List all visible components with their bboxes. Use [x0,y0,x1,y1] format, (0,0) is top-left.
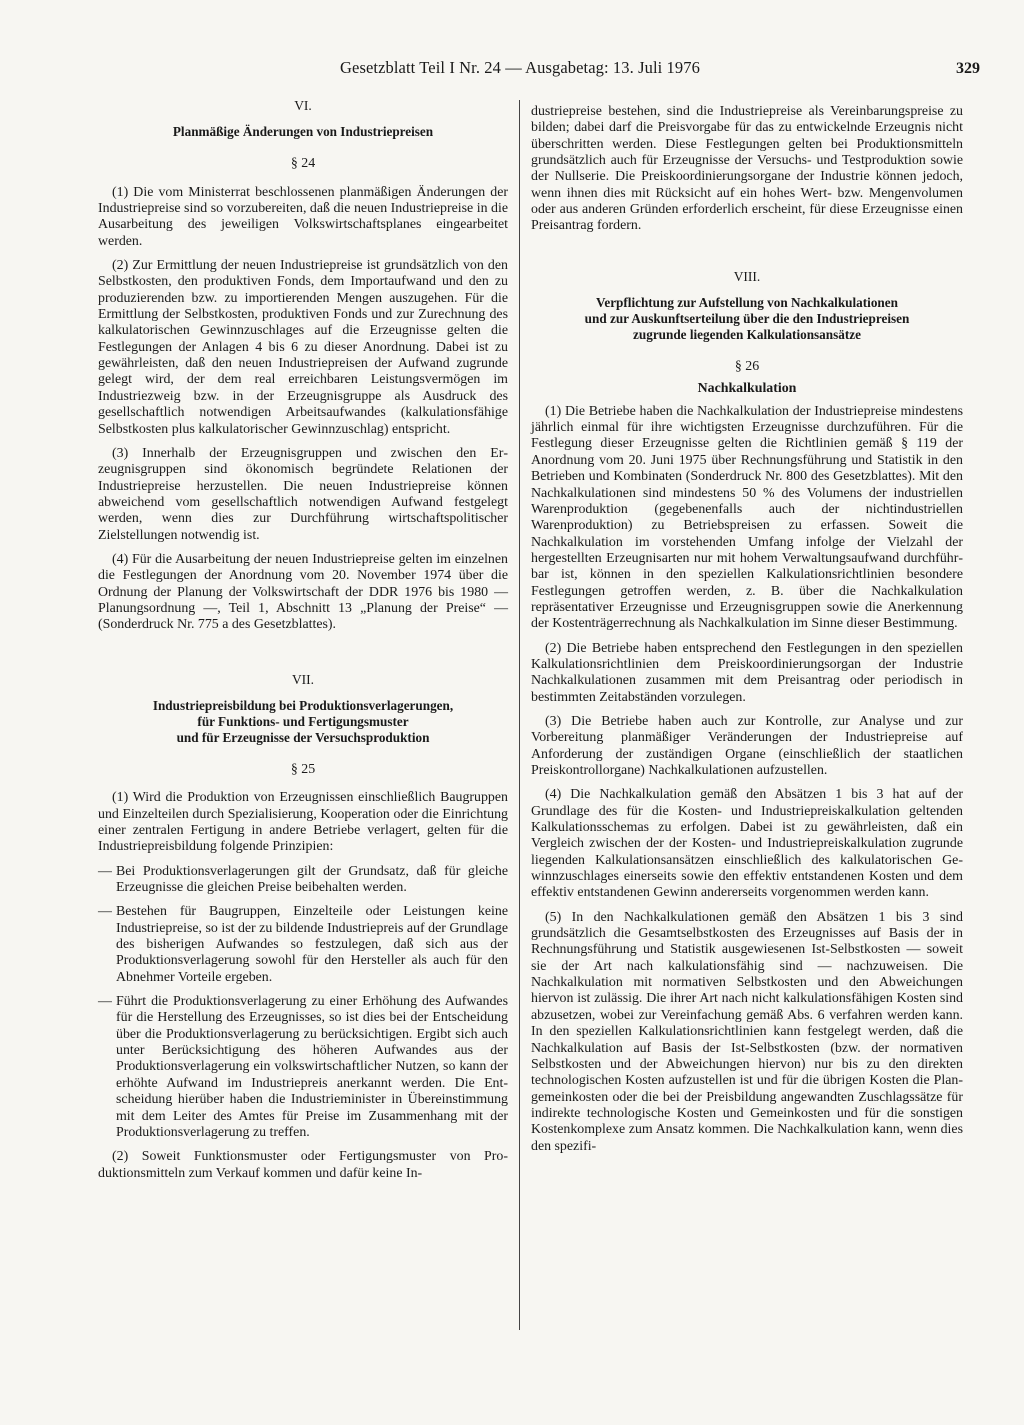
list-item: — Bestehen für Baugruppen, Einzelteile oder Leistungen keine Industriepreise, so ist der zu bildende Industriepreis auf der Grundlage des bisherigen Aufwandes so festzulegen, daß sich aus der Produktionsverlagerung sowohl für den Hersteller als auch für den Abnehmer Vorteile ergeben. [98,904,508,986]
section-title-viii-line-3: zugrunde liegenden Kalkulationsansätze [633,327,861,343]
paragraph-25-2-continued: dustriepreise bestehen, sind die Industriepreise als Vereinbarungspreise zu bilden; dabei darf die Preisvorgabe für das zu entwickelnde Erzeugnis nicht überschritten werden. Diese Festlegungen gelten bei Produktionsmitteln grundsätzlich auch für Erzeugnisse der Versuchs- und Testproduktion sowie der Nullserie. Die Preiskoordinierungsorgane der Industrie können jedoch, wenn ihnen dies mit Rücksicht auf ein hohes Wert- bzw. Mengenvolumen oder aus anderen Gründen erforderlich erscheint, für diese Erzeugnisse einen Preisantrag fordern. [531,104,963,234]
paragraph-26-3: (3) Die Betriebe haben auch zur Kontrolle, zur Analyse und zur Vorbereitung planmäßiger Veränderungen der Industriepreise auf Anforderung der zuständigen Organe (einschließlich der staatlichen Preiskontrollorgane) Nachkalkulationen aufzustellen. [531,713,963,778]
principles-list [98,864,508,1142]
section-title-vii [98,698,508,746]
paragraph-24-4: (4) Für die Ausarbeitung der neuen Industriepreise gelten im einzelnen die Festlegungen der Anordnung vom 20. November 1974 über die Ordnung der Planung der Volkswirtschaft der DDR 1976 bis 1980 — Planungsordnung —, Teil 1, Abschnitt 13 „Planung der Preise“ — (Sonderdruck Nr. 775 a des Gesetzblattes). [98,551,508,633]
section-title-vii-line-2: für Funktions- und Fertigungsmuster [197,713,409,729]
section-number-vii: VII. [291,671,315,687]
paragraph-24-3: (3) Innerhalb der Erzeugnisgruppen und zwischen den Erzeugnisgruppen sind ökonomisch begründete Relationen der Industriepreise herzustellen. Die neuen Industriepreise können abweichend vom gesellschaftlich notwendigen Aufwand festgelegt werden, wenn dies zur Durchführung wirtschaftspolitischer Zielstellungen notwendig ist. [98,445,508,543]
paragraph-25-1: (1) Wird die Produktion von Erzeugnissen einschließlich Baugruppen und Einzelteilen durch Spezialisierung, Kooperation oder die Einrichtung einer zentralen Fertigung in andere Betriebe verlagert, gelten für die Industriepreisbildung folgende Prinzipien: [98,790,508,855]
paragraph-number-25: § 25 [290,761,316,777]
left-column [98,98,508,1190]
section-number-viii: VIII. [733,268,761,284]
paragraph-26-1: (1) Die Betriebe haben die Nachkalkulation der Industriepreise mindestens jährlich einmal für ihre wichtigsten Erzeugnisse durchzuführen. Für die Festlegung dieser Erzeugnisse gelten die Richtlinien gemäß § 119 der Anordnung vom 20. Juni 1975 über Rechnungsführung und Statistik in den Betrieben und Kombinaten (Sonderdruck Nr. 800 des Gesetzblattes). Mit den Nachkalkulationen sind mindestens 50 % des Volumens der industriellen Warenproduktion (gegebenenfalls auch der nichtindustriellen Warenproduktion) zu Betriebspreisen zu erfassen. Soweit die Nachkalkulation im vorstehenden Umfang infolge der Vielzahl der hergestellten Erzeugnisarten nur mit hohem Verwaltungsaufwand durchführbar ist, können in den speziellen Kalkulationsrichtlinien besondere Festlegungen getroffen werden, z. B. über die Nachkalkulation repräsentativer Erzeugnisse und Erzeugnisgruppen sowie die Anerkennung der Kostenträgerrechnung als Nachkalkulation im Sinne dieser Bestimmung. [531,403,963,632]
page-header [60,58,980,84]
paragraph-24-1: (1) Die vom Ministerrat beschlossenen planmäßigen Änderungen der Industriepreise sind so vorzubereiten, daß die neuen Industriepreise in die Ausarbeitung des jeweiligen Volkswirtschaftsplanes eingearbeitet werden. [98,184,508,249]
paragraph-26-4: (4) Die Nachkalkulation gemäß den Absätzen 1 bis 3 hat auf der Grundlage des für die Kosten- und Industriepreiskalkulation geltenden Kalkulationsschemas zu erfolgen. Dabei ist zu gewährleisten, daß ein Vergleich zwischen der der Kosten- und Industriepreiskalkulation zugrunde liegenden Kalkulationsansätzen einschließlich des kalkulatorischen Gewinnzuschlages einerseits sowie den effektiv entstandenen Kosten und dem effektiv entstandenen Gewinn andererseits vorgenommen werden kann. [531,787,963,901]
section-title-viii-line-2: und zur Auskunftserteilung über die den Industriepreisen [584,311,910,327]
section-title-viii [531,295,963,343]
paragraph-26-2: (2) Die Betriebe haben entsprechend den Festlegungen in den speziellen Kalkulationsrichtlinien dem Preiskoordinierungsorgan der Industrie Nachkalkulationen zusammen mit dem Preisantrag oder periodisch in bestimmten Zeitabständen vorzulegen. [531,640,963,705]
paragraph-number-26: § 26 [734,359,760,375]
section-title-vi: Planmäßige Änderungen von Industriepreisen [172,124,434,140]
section-title-vii-line-1: Industriepreisbildung bei Produktionsverlagerungen, [152,697,454,713]
column-divider [519,100,520,1330]
list-item: — Bei Produktionsverlagerungen gilt der Grundsatz, daß für gleiche Erzeugnisse die gleichen Preise beibehalten werden. [98,864,508,897]
paragraph-number-24: § 24 [290,156,316,172]
page-number: 329 [956,60,980,77]
list-item: — Führt die Produktionsverlagerung zu einer Erhöhung des Aufwandes für die Herstellung des Erzeugnisses, so ist dies bei der Entscheidung über die Produktionsverlagerung zu berücksichtigen. Ergibt sich auch unter Berücksichtigung des höheren Aufwandes aus der Produktionsverlagerung ein volkswirtschaftlicher Nutzen, so kann der erhöhte Aufwand im Industriepreis anerkannt werden. Die Entscheidung hierüber haben die Industrieminister in Übereinstimmung mit dem Leiter des Amtes für Preise im Zusammenhang mit der Produktionsverlagerung zu treffen. [98,994,508,1141]
section-title-vii-line-3: und für Erzeugnisse der Versuchsproduktion [176,729,430,745]
right-column [531,104,963,1163]
paragraph-26-5: (5) In den Nachkalkulationen gemäß den Absätzen 1 bis 3 sind grundsätzlich die Gesamtselbstkosten des Erzeugnisses auf Basis der in Rechnungsführung und Statistik ausgewiesenen Ist-Selbstkosten — soweit sie der Art nach kalkulationsfähig sind — nachzuweisen. Die Nachkalkulation mit normativen Selbstkosten und den Abweichungen hiervon ist zulässig. Die ihrer Art nach nicht kalkulationsfähigen Kosten sind abzusetzen, wobei zur Vereinfachung gemäß Abs. 6 verfahren werden kann. In den speziellen Kalkulationsrichtlinien kann festgelegt werden, daß die Nachkalkulation auf Basis der Ist-Selbstkosten (bzw. der normativen Selbstkosten und der Abweichungen hiervon) nur bis zu den direkten technologischen Kosten aufzustellen ist und für die übrigen Kosten die Plangemeinkosten oder die bei der Preisbildung angewandten Zuschlagssätze für indirekte technologische Kosten und Gemeinkosten und für die sonstigen Kostenkomplexe zum Ansatz kommen. Die Nachkalkulation kann, wenn dies den spezifi- [531,909,963,1154]
paragraph-25-2: (2) Soweit Funktionsmuster oder Fertigungsmuster von Produktionsmitteln zum Verkauf kommen und dafür keine In- [98,1149,508,1181]
section-title-viii-line-1: Verpflichtung zur Aufstellung von Nachkalkulationen [596,295,898,311]
paragraph-heading-26: Nachkalkulation [697,381,797,397]
paragraph-24-2: (2) Zur Ermittlung der neuen Industriepreise ist grundsätzlich von den Selbstkosten, den produktiven Fonds, dem Importaufwand und den zu produzierenden bzw. zu importierenden Mengen auszugehen. Für die Ermittlung der Selbstkosten, produktiven Fonds und zur Zurechnung des kalkulatorischen Gewinnzuschlages auf die Erzeugnisse gelten die Festlegungen der Anlagen 4 bis 6 zu dieser Anordnung. Dabei ist zu gewährleisten, daß den neuen Industriepreisen der Aufwand zugrunde gelegt wird, der dem real erreichbaren Leistungsvermögen im Industriezweig bzw. in der Erzeugnisgruppe als Ausdruck des gesellschaftlich notwendigen Arbeitsaufwandes (kalkulationsfähige Selbstkosten plus kalkulatorischer Gewinnzuschlag) entspricht. [98,258,508,437]
section-number-vi: VI. [294,98,312,113]
header-title: Gesetzblatt Teil I Nr. 24 — Ausgabetag: 13. Juli 1976 [340,58,700,77]
